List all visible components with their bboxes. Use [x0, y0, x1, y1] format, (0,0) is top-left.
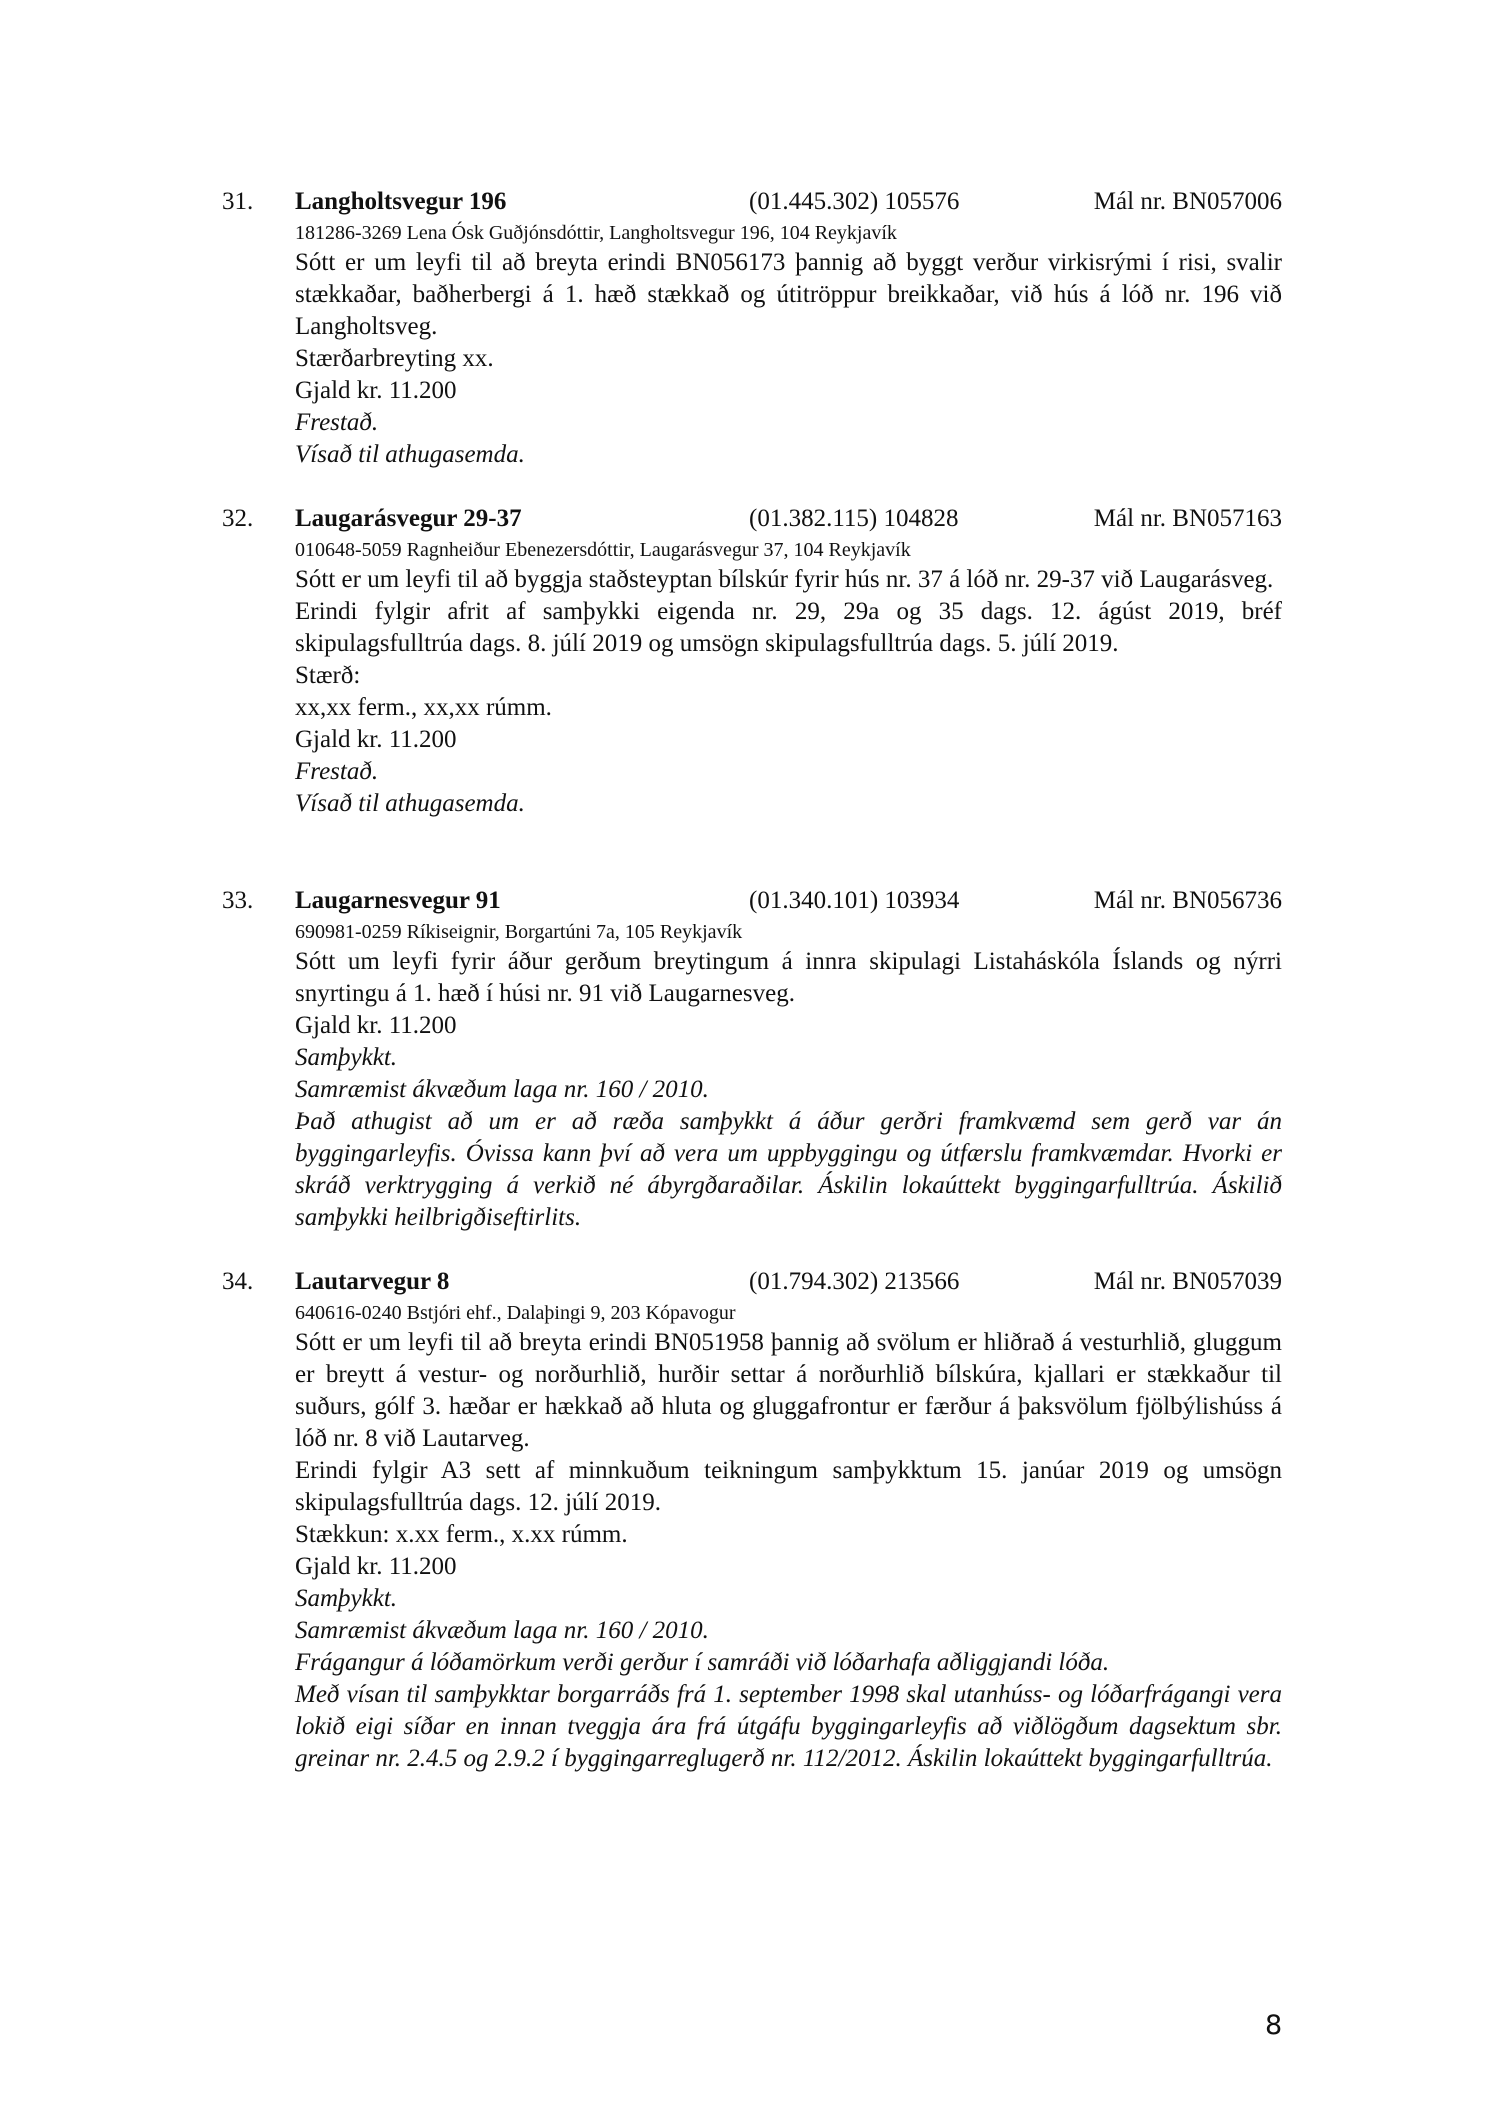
item-number: 31.: [222, 188, 254, 215]
item-description: Sótt er um leyfi til að byggja staðsteyptan bílskúr fyrir hús nr. 37 á lóð nr. 29-37 við Laugarásveg.: [295, 566, 1274, 593]
item-fee: Gjald kr. 11.200: [295, 1012, 457, 1039]
item-description: Sótt er um leyfi til að breyta erindi BN051958 þannig að svölum er hliðrað á vesturhlið, gluggum er breytt á vestur- og norðurhlið, hurðir settar á norðurhlið bílskúra, kjallari er stækkaður til suðurs, gólf 3. hæðar er hækkað að hluta og gluggafrontur er færður á þaksvölum fjölbýlishúss á lóð nr. 8 við Lautarveg.: [295, 1329, 1282, 1452]
item-header: [222, 884, 1282, 918]
agenda-item-32: [222, 502, 1282, 820]
item-size-label: Stærð:: [295, 662, 361, 689]
item-land-number: (01.382.115) 104828: [749, 505, 959, 532]
item-land-number: (01.340.101) 103934: [749, 887, 960, 914]
item-header: [222, 1265, 1282, 1299]
item-body: [295, 219, 1282, 471]
item-street: Lautarvegur 8: [295, 1268, 450, 1295]
item-size: Stærðarbreyting xx.: [295, 345, 494, 372]
item-number: 33.: [222, 887, 254, 914]
item-owner: 640616-0240 Bstjóri ehf., Dalaþingi 9, 203 Kópavogur: [295, 1302, 736, 1324]
item-attachments: Erindi fylgir A3 sett af minnkuðum teikningum samþykktum 15. janúar 2019 og umsögn skipulagsfulltrúa dags. 12. júlí 2019.: [295, 1457, 1282, 1516]
item-description: Sótt er um leyfi til að breyta erindi BN056173 þannig að byggt verður virkisrými í risi, svalir stækkaðar, baðherbergi á 1. hæð stækkað og útitröppur breikkaðar, við hús á lóð nr. 196 við Langholtsveg.: [295, 249, 1282, 340]
item-size: Stækkun: x.xx ferm., x.xx rúmm.: [295, 1521, 628, 1548]
item-condition: Frágangur á lóðamörkum verði gerður í samráði við lóðarhafa aðliggjandi lóða.: [295, 1649, 1110, 1676]
item-attachments: Erindi fylgir afrit af samþykki eigenda nr. 29, 29a og 35 dags. 12. ágúst 2019, bréf skipulagsfulltrúa dags. 8. júlí 2019 og umsögn skipulagsfulltrúa dags. 5. júlí 2019.: [295, 598, 1282, 657]
item-case-number: Mál nr. BN057163: [1093, 505, 1282, 532]
item-size: xx,xx ferm., xx,xx rúmm.: [295, 694, 552, 721]
item-land-number: (01.445.302) 105576: [749, 188, 960, 215]
agenda-item-34: [222, 1265, 1282, 1775]
item-street: Laugarnesvegur 91: [295, 887, 501, 914]
item-decision: Frestað.: [295, 758, 379, 785]
item-header: [222, 502, 1282, 536]
item-owner: 181286-3269 Lena Ósk Guðjónsdóttir, Langholtsvegur 196, 104 Reykjavík: [295, 222, 897, 244]
item-note: Vísað til athugasemda.: [295, 441, 525, 468]
item-decision: Frestað.: [295, 409, 379, 436]
item-decision: Samþykkt.: [295, 1044, 398, 1071]
item-body: [295, 536, 1282, 820]
item-number: 32.: [222, 505, 254, 532]
item-land-number: (01.794.302) 213566: [749, 1268, 960, 1295]
item-case-number: Mál nr. BN057039: [1093, 1268, 1282, 1295]
item-law: Samræmist ákvæðum laga nr. 160 / 2010.: [295, 1617, 709, 1644]
page-number: 8: [1265, 2010, 1283, 2041]
item-remark: Það athugist að um er að ræða samþykkt á áður gerðri framkvæmd sem gerð var án byggingarleyfis. Óvissa kann því að vera um uppbyggingu og útfærslu framkvæmdar. Hvorki er skráð verktrygging á verkið né ábyrgðaraðilar. Áskilin lokaúttekt byggingarfulltrúa. Áskilið samþykki heilbrigðiseftirlits.: [295, 1108, 1282, 1231]
item-owner: 690981-0259 Ríkiseignir, Borgartúni 7a, 105 Reykjavík: [295, 921, 743, 943]
item-fee: Gjald kr. 11.200: [295, 377, 457, 404]
item-street: Langholtsvegur 196: [295, 188, 507, 215]
item-case-number: Mál nr. BN057006: [1093, 188, 1282, 215]
item-case-number: Mál nr. BN056736: [1093, 887, 1282, 914]
item-law: Samræmist ákvæðum laga nr. 160 / 2010.: [295, 1076, 709, 1103]
item-note: Vísað til athugasemda.: [295, 790, 525, 817]
item-fee: Gjald kr. 11.200: [295, 1553, 457, 1580]
item-body: [295, 1299, 1282, 1775]
item-remark: Með vísan til samþykktar borgarráðs frá 1. september 1998 skal utanhúss- og lóðarfrágangi vera lokið eigi síðar en innan tveggja ára frá útgáfu byggingarleyfis að viðlögðum dagsektum sbr. greinar nr. 2.4.5 og 2.9.2 í byggingarreglugerð nr. 112/2012. Áskilin lokaúttekt byggingarfulltrúa.: [295, 1681, 1282, 1772]
item-decision: Samþykkt.: [295, 1585, 398, 1612]
item-description: Sótt um leyfi fyrir áður gerðum breytingum á innra skipulagi Listaháskóla Íslands og nýrri snyrtingu á 1. hæð í húsi nr. 91 við Laugarnesveg.: [295, 948, 1282, 1007]
item-owner: 010648-5059 Ragnheiður Ebenezersdóttir, Laugarásvegur 37, 104 Reykjavík: [295, 539, 911, 561]
item-street: Laugarásvegur 29-37: [295, 505, 522, 532]
item-fee: Gjald kr. 11.200: [295, 726, 457, 753]
item-header: [222, 185, 1282, 219]
item-body: [295, 918, 1282, 1234]
agenda-item-31: [222, 185, 1282, 471]
item-number: 34.: [222, 1268, 254, 1295]
agenda-item-33: [222, 884, 1282, 1234]
